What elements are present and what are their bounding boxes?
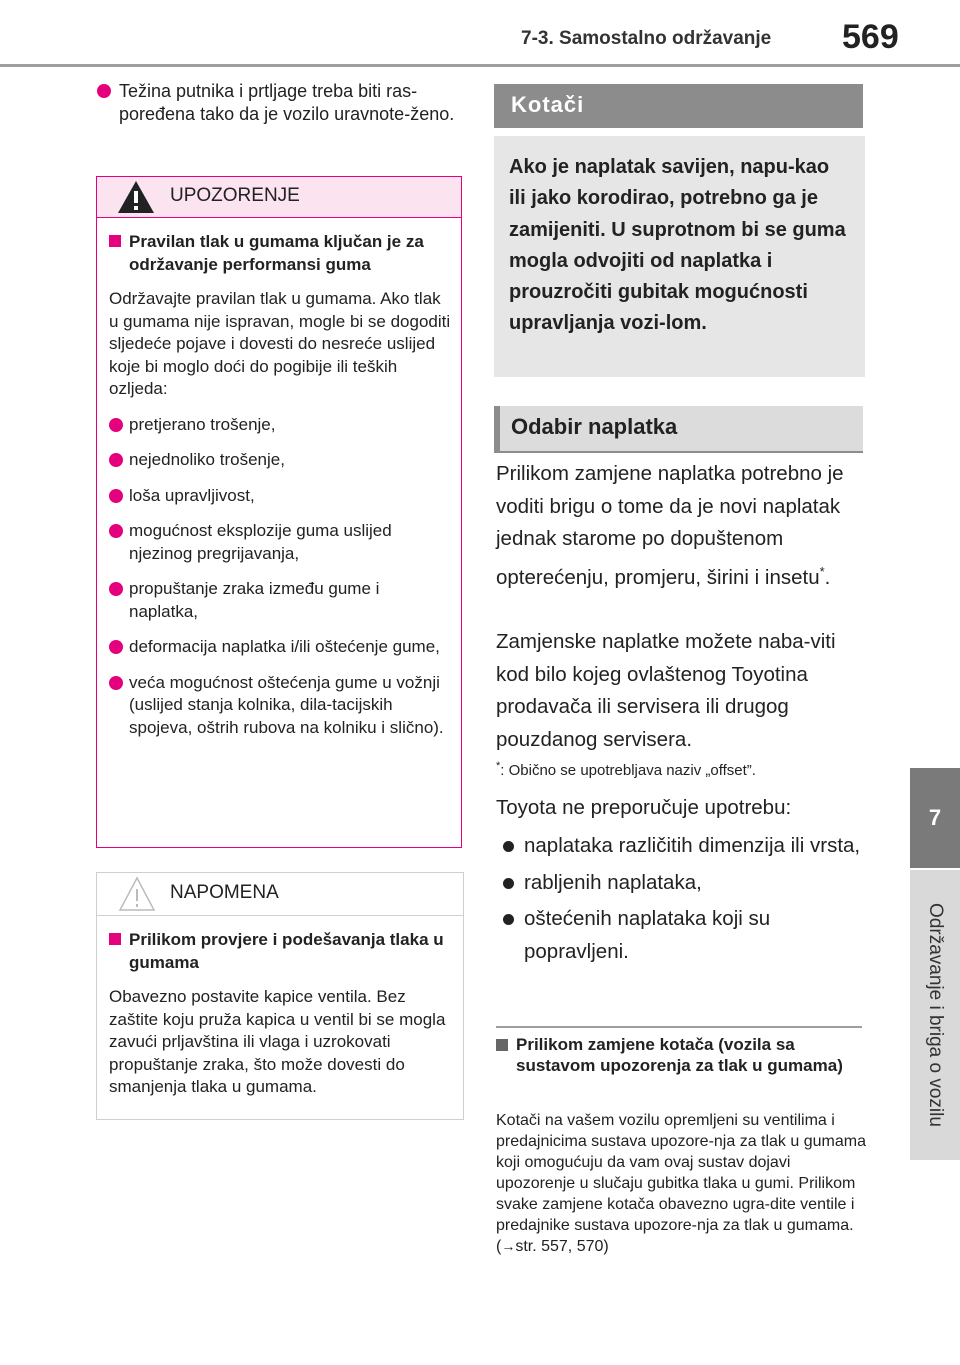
chapter-number: 7: [928, 805, 942, 830]
bullet-dot-icon: [97, 84, 111, 98]
page-number: 569: [842, 18, 899, 56]
warning-subheading: Pravilan tlak u gumama ključan je za održavanje performansi guma: [109, 230, 453, 276]
notice-paragraph: Obavezno postavite kapice ventila. Bez zaštite koju pruža kapica u ventil bi se mogla zavući prljavština ili vlaga i uzrokovati propuštanje zraka, što može dovesti do smanjenja tlaka u gumama.: [109, 987, 446, 1096]
page-reference: str. 557, 570): [515, 1238, 609, 1255]
warning-header: [97, 177, 461, 218]
warning-item: nejednoliko trošenje,: [109, 449, 453, 472]
replacement-subheading: Prilikom zamjene kotača (vozila sa sustavom upozorenja za tlak u gumama): [496, 1034, 866, 1076]
arrow-right-icon: →: [501, 1238, 516, 1254]
square-bullet-icon: [109, 933, 121, 945]
intro-bullet: [97, 80, 467, 126]
chapter-tab-label: [910, 870, 960, 1160]
notice-box: [96, 872, 464, 1120]
bullet-dot-icon: [109, 676, 123, 690]
rim-paragraph-1: Prilikom zamjene naplatka potrebno je voditi brigu o tome da je novi naplatak jednak starome po dopuštenom opterećenju, promjeru, širini i insetu*.: [496, 462, 844, 589]
warning-item: deformacija naplatka i/ili oštećenje gume,: [109, 636, 453, 659]
caution-outline-icon: [117, 875, 157, 913]
bullet-dot-icon: [109, 640, 123, 654]
bullet-dot-icon: [503, 841, 514, 852]
rim-list: [496, 830, 866, 968]
section-title: 7-3. Samostalno održavanje: [521, 28, 772, 49]
warning-title: UPOZORENJE: [170, 185, 300, 206]
rim-paragraph-2: Zamjenske naplatke možete naba-viti kod bilo kojeg ovlaštenog Toyotina prodavača ili servisera ili drugog pouzdanog servisera.: [496, 630, 836, 751]
list-item: naplataka različitih dimenzija ili vrsta,: [496, 830, 866, 863]
notice-title: NAPOMENA: [170, 882, 279, 903]
wheels-highlight-panel: [494, 136, 865, 377]
warning-box: [96, 176, 462, 848]
chapter-title: Održavanje i briga o vozilu: [925, 903, 946, 1127]
list-item: rabljenih naplataka,: [496, 867, 866, 900]
bullet-dot-icon: [109, 418, 123, 432]
bullet-dot-icon: [109, 582, 123, 596]
notice-header: [97, 873, 463, 916]
warning-item: propuštanje zraka između gume i naplatka,: [109, 578, 453, 623]
bullet-dot-icon: [109, 489, 123, 503]
warning-triangle-icon: [116, 179, 156, 215]
notice-subheading: Prilikom provjere i podešavanja tlaka u gumama: [109, 928, 455, 974]
warning-paragraph: Održavajte pravilan tlak u gumama. Ako tlak u gumama nije ispravan, mogle bi se dogoditi sljedeće pojave i dovesti do nesreće uslijed koje bi moglo doći do pogibije ili teških ozljeda:: [109, 289, 451, 398]
warning-item: pretjerano trošenje,: [109, 414, 453, 437]
subsection-divider: [496, 1026, 862, 1028]
bullet-dot-icon: [503, 878, 514, 889]
warning-item: veća mogućnost oštećenja gume u vožnji (uslijed stanja kolnika, dila-tacijskih spojeva, oštrih rubova na kolniku i slično).: [109, 672, 453, 740]
bullet-dot-icon: [109, 524, 123, 538]
bullet-dot-icon: [109, 453, 123, 467]
section-heading-rim-selection: Odabir naplatka: [494, 406, 863, 452]
warning-item: loša upravljivost,: [109, 485, 453, 508]
heading-underline: [494, 451, 863, 453]
wheels-highlight-text: Ako je naplatak savijen, napu-kao ili jako korodirao, potrebno ga je zamijeniti. U suprotnom bi se guma mogla odvojiti od naplatka i prouzročiti gubitak mogućnosti upravljanja vozi-lom.: [509, 156, 846, 335]
header-divider: [0, 64, 960, 67]
footnote-marker: *: [819, 563, 825, 579]
bullet-dot-icon: [503, 914, 514, 925]
rim-paragraph-3: Toyota ne preporučuje upotrebu:: [496, 796, 792, 819]
intro-text: Težina putnika i prtljage treba biti ras-poređena tako da je vozilo uravnote-ženo.: [119, 81, 455, 124]
replacement-paragraph: Kotači na vašem vozilu opremljeni su ventilima i predajnicima sustava upozore-nja za tlak u gumama koji omogućuju da vam ovaj sustav dojavi upozorenje u slučaju gubitka tlaka u gumi. Prilikom svake zamjene kotača obavezno ugra-dite ventile i predajnike sustava upozore-nja za tlak u gumama. (→str. 557, 570): [496, 1112, 866, 1255]
square-bullet-icon: [109, 235, 121, 247]
chapter-tab-number: [910, 768, 960, 868]
section-heading-wheels: Kotači: [494, 84, 863, 128]
heading-accent-bar: [494, 406, 500, 452]
list-item: oštećenih naplataka koji su popravljeni.: [496, 903, 866, 968]
footnote: *: Obično se upotrebljava naziv „offset”.: [496, 760, 756, 779]
square-bullet-icon: [496, 1039, 508, 1051]
warning-item: mogućnost eksplozije guma uslijed njezinog pregrijavanja,: [109, 520, 453, 565]
